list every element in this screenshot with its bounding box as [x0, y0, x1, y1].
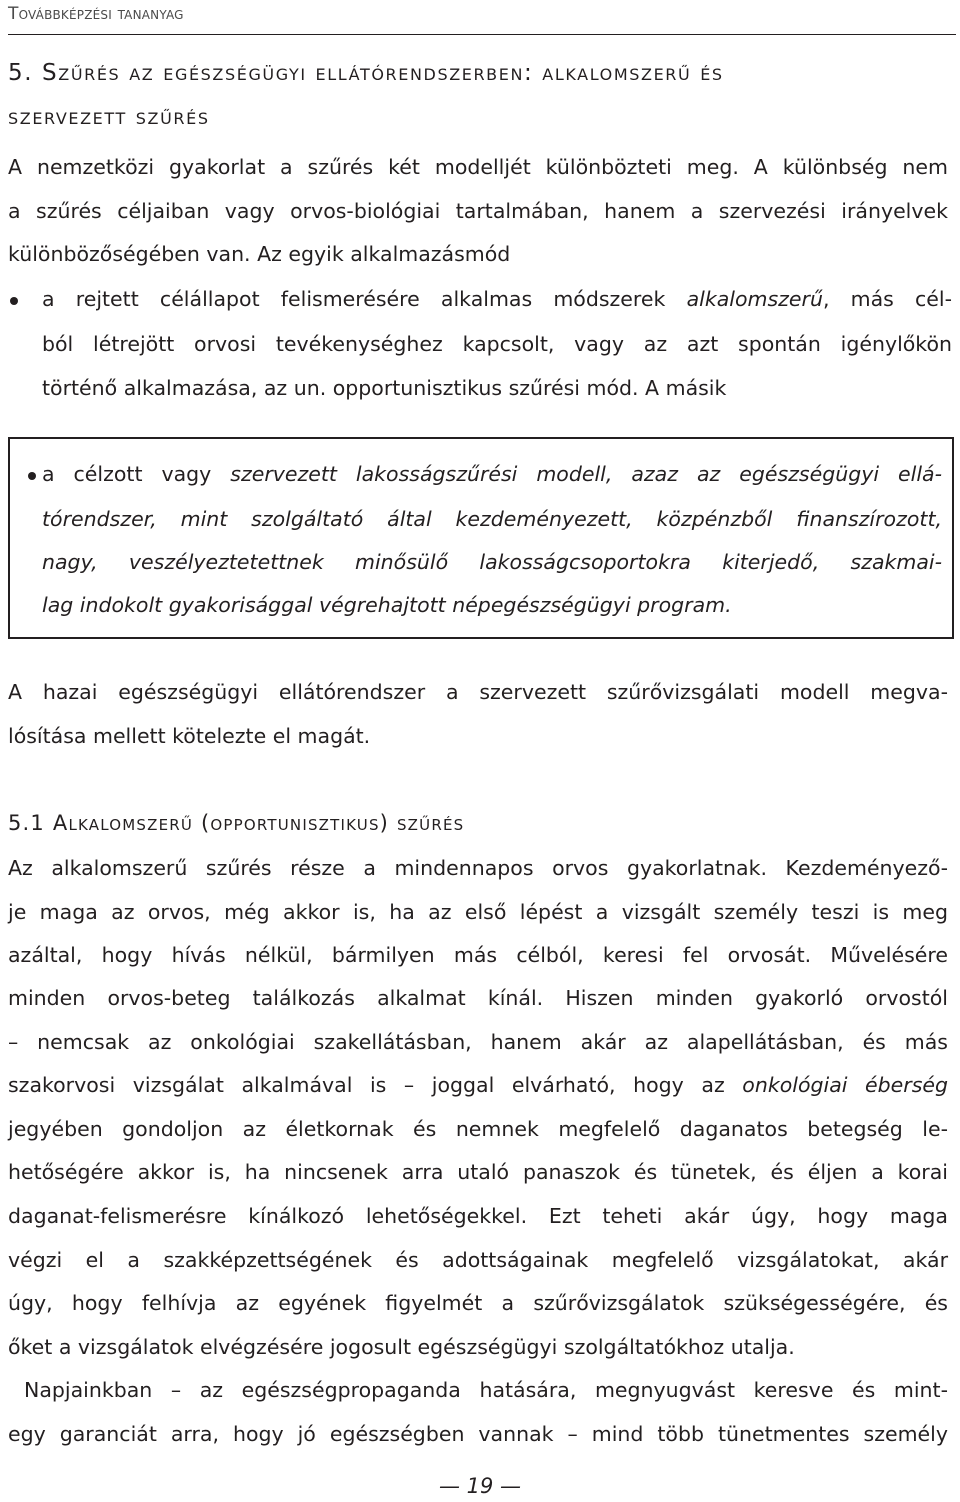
callout-line-4: lag indokolt gyakorisággal végrehajtott népegészségügyi program. [42, 593, 732, 617]
section-5-1-title: 5.1 Alkalomszerű (opportunisztikus) szűrés [8, 811, 465, 835]
callout-line-2: tórendszer, mint szolgáltató által kezdeményezett, közpénzből finanszírozott, [42, 507, 942, 531]
section-5-title-line-1: 5. Szűrés az egészségügyi ellátórendszerben: alkalomszerű és [8, 60, 724, 86]
bullet-1-line-2: ból létrejött orvosi tevékenységhez kapcsolt, vagy az azt spontán igénylőkön [42, 332, 952, 356]
hazai-line-1: A hazai egészségügyi ellátórendszer a szervezett szűrővizsgálati modell megva- [8, 680, 948, 704]
section-5-title-line-2: szervezett szűrés [8, 104, 210, 130]
running-head: Továbbképzési tananyag [8, 4, 184, 24]
bullet-1-line-3: történő alkalmazása, az un. opportunisztikus szűrési mód. A másik [42, 376, 727, 400]
intro-line-1: A nemzetközi gyakorlat a szűrés két modelljét különbözteti meg. A különbség nem [8, 155, 948, 179]
main-line-3: azáltal, hogy hívás nélkül, bármilyen más célból, keresi fel orvosát. Művelésére [8, 943, 948, 967]
main-line-10: végzi el a szakképzettségének és adottságainak megfelelő vizsgálatokat, akár [8, 1248, 948, 1272]
main-line-12: őket a vizsgálatok elvégzésére jogosult egészségügyi szolgáltatókhoz utalja. [8, 1335, 795, 1359]
bullet-1-line-1: a rejtett célállapot felismerésére alkalmas módszerek alkalomszerű, más cél- [42, 287, 952, 311]
intro-line-2: a szűrés céljaiban vagy orvos-biológiai tartalmában, hanem a szervezési irányelvek [8, 199, 948, 223]
bullet-icon [28, 472, 36, 480]
last-para-line-1: Napjainkban – az egészségpropaganda hatására, megnyugvást keresve és mint- [24, 1378, 948, 1402]
callout-line-3: nagy, veszélyeztetettnek minősülő lakosságcsoportokra kiterjedő, szakmai- [42, 550, 942, 574]
main-line-7: jegyében gondoljon az életkornak és nemnek megfelelő daganatos betegség le- [8, 1117, 948, 1141]
header-rule [8, 34, 956, 35]
main-line-11: úgy, hogy felhívja az egyének figyelmét a szűrővizsgálatok szükségességére, és [8, 1291, 948, 1315]
hazai-line-2: lósítása mellett kötelezte el magát. [8, 724, 371, 748]
main-line-1: Az alkalomszerű szűrés része a mindennapos orvos gyakorlatnak. Kezdeményező- [8, 856, 948, 880]
page-number: — 19 — [438, 1474, 522, 1498]
main-line-2: je maga az orvos, még akkor is, ha az első lépést a vizsgált személy teszi is meg [8, 900, 948, 924]
bullet-icon [10, 297, 18, 305]
callout-line-1: a célzott vagy szervezett lakosságszűrési modell, azaz az egészségügyi ellá- [42, 462, 942, 486]
intro-line-3: különbözőségében van. Az egyik alkalmazásmód [8, 242, 511, 266]
last-para-line-2: egy garanciát arra, hogy jó egészségben vannak – mind több tünetmentes személy [8, 1422, 948, 1446]
main-line-6: szakorvosi vizsgálat alkalmával is – joggal elvárható, hogy az onkológiai éberség [8, 1073, 948, 1097]
main-line-5: – nemcsak az onkológiai szakellátásban, hanem akár az alapellátásban, és más [8, 1030, 948, 1054]
main-line-4: minden orvos-beteg találkozás alkalmat kínál. Hiszen minden gyakorló orvostól [8, 986, 948, 1010]
main-line-9: daganat-felismerésre kínálkozó lehetőségekkel. Ezt teheti akár úgy, hogy maga [8, 1204, 948, 1228]
main-line-8: hetőségére akkor is, ha nincsenek arra utaló panaszok és tünetek, és éljen a korai [8, 1160, 948, 1184]
